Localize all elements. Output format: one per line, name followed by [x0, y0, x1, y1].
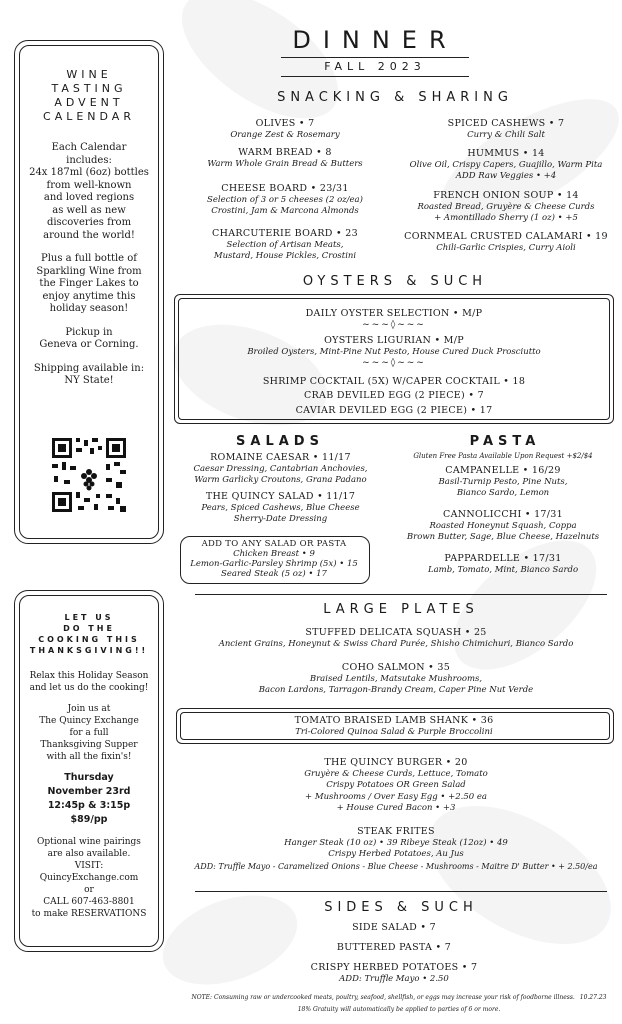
- thanksgiving-paragraph-3: Optional wine pairings are also available. VISIT: QuincyExchange.com or CALL 607-463-8801 to make RESERVATIONS: [20, 836, 158, 920]
- menu-item: TOMATO BRAISED LAMB SHANK • 36 Tri-Colored Quinoa Salad & Purple Broccolini: [294, 715, 494, 737]
- footer: [180, 992, 618, 1016]
- menu-item: ROMAINE CAESAR • 11/17 Caesar Dressing, Cantabrian Anchovies, Warm Garlicky Croutons, Grana Padano: [193, 452, 368, 485]
- section-salads: SALADS: [236, 434, 324, 449]
- menu-item: CAVIAR DEVILED EGG (2 PIECE) • 17: [295, 405, 493, 416]
- qr-code[interactable]: [50, 436, 128, 514]
- menu-item: THE QUINCY SALAD • 11/17 Pears, Spiced Cashews, Blue Cheese Sherry-Date Dressing: [201, 491, 360, 524]
- menu-item: CANNOLICCHI • 17/31 Roasted Honeynut Squash, Coppa Brown Butter, Sage, Blue Cheese, Hazelnuts: [406, 509, 600, 542]
- thanksgiving-paragraph-1: Relax this Holiday Season and let us do the cooking!: [29, 671, 149, 693]
- menu-item: COHO SALMON • 35 Braised Lentils, Matsutake Mushrooms, Bacon Lardons, Tarragon-Brandy Cream, Caper Pine Nut Verde: [258, 662, 534, 695]
- menu-item: OLIVES • 7 Orange Zest & Rosemary: [230, 118, 340, 140]
- menu-item: BUTTERED PASTA • 7: [336, 942, 452, 953]
- wine-paragraph-3: Pickup in Geneva or Corning.: [39, 326, 139, 350]
- menu-item: SPICED CASHEWS • 7 Curry & Chili Salt: [447, 118, 565, 140]
- thanksgiving-heading: LET US DO THE COOKING THIS THANKSGIVING!!: [29, 613, 149, 655]
- menu-item: CHEESE BOARD • 23/31 Selection of 3 or 5 cheeses (2 oz/ea) Crostini, Jam & Marcona Almonds: [207, 183, 363, 216]
- menu-item: OYSTERS LIGURIAN • M/P Broiled Oysters, Mint-Pine Nut Pesto, House Cured Duck Prosciutto ~~~◊~~~: [247, 335, 541, 368]
- menu-item: CRISPY HERBED POTATOES • 7 ADD: Truffle Mayo • 2.50: [310, 962, 478, 984]
- section-large-plates: LARGE PLATES: [323, 602, 479, 617]
- section-snacking: SNACKING & SHARING: [277, 90, 513, 105]
- thanksgiving-date: Thursday November 23rd 12:45p & 3:15p $89/pp: [47, 772, 131, 825]
- wine-advent-content: [20, 68, 158, 388]
- website-link[interactable]: QuincyExchange.com: [39, 873, 139, 883]
- footer-note: NOTE: Consuming raw or undercooked meats, poultry, seafood, shellfish, or eggs may increase your risk of foodborne illness.: [191, 994, 575, 1001]
- menu-item: THE QUINCY BURGER • 20 Gruyère & Cheese Curds, Lettuce, Tomato Crispy Potatoes OR Green Salad + Mushrooms / Over Easy Egg • +2.50 ea + House Cured Bacon • +3: [304, 757, 488, 813]
- section-oysters: OYSTERS & SUCH: [302, 274, 488, 289]
- menu-item: PAPPARDELLE • 17/31 Lamb, Tomato, Mint, Bianco Sardo: [427, 553, 579, 575]
- menu-subtitle: FALL 2023: [324, 60, 426, 73]
- phone-link[interactable]: CALL 607-463-8801: [43, 897, 135, 907]
- divider: [195, 891, 607, 892]
- thanksgiving-paragraph-2: Join us at The Quincy Exchange for a full Thanksgiving Supper with all the fixin's!: [39, 704, 139, 762]
- section-sides: SIDES & SUCH: [324, 900, 478, 915]
- thanksgiving-content: [20, 612, 158, 920]
- menu-item: HUMMUS • 14 Olive Oil, Crispy Capers, Guajillo, Warm Pita ADD Raw Veggies • +4: [409, 148, 603, 181]
- menu-item: FRENCH ONION SOUP • 14 Roasted Bread, Gruyère & Cheese Curds + Amontillado Sherry (1 oz) • +5: [417, 190, 595, 223]
- menu-item: STEAK FRITES Hanger Steak (10 oz) • 39 Ribeye Steak (12oz) • 49 Crispy Herbed Potatoes, Au Jus ADD: Truffle Mayo - Caramelized Onions - Blue Cheese - Mushrooms - Maitre D' Butter • + 2.50/ea: [194, 826, 598, 871]
- wine-heading: WINE TASTING ADVENT CALENDAR: [43, 68, 135, 123]
- wine-paragraph-1: Each Calendar includes: 24x 187ml (6oz) bottles from well-known and loved regions as well as new discoveries from around the world!: [29, 142, 149, 241]
- addon-content: ADD TO ANY SALAD OR PASTA Chicken Breast • 9 Lemon-Garlic-Parsley Shrimp (5x) • 15 Seared Steak (5 oz) • 17: [190, 539, 358, 579]
- menu-item: SIDE SALAD • 7: [352, 922, 436, 933]
- menu-item: WARM BREAD • 8 Warm Whole Grain Bread & Butters: [207, 147, 363, 169]
- wine-paragraph-4: Shipping available in: NY State!: [33, 362, 145, 386]
- menu-item: SHRIMP COCKTAIL (5X) W/CAPER COCKTAIL • 18: [262, 376, 526, 387]
- menu-item: CHARCUTERIE BOARD • 23 Selection of Artisan Meats, Mustard, House Pickles, Crostini: [212, 228, 358, 261]
- wine-paragraph-2: Plus a full bottle of Sparkling Wine from the Finger Lakes to enjoy anytime this holiday season!: [36, 253, 142, 314]
- footer-date: 10.27.23: [579, 994, 607, 1001]
- pasta-note: Gluten Free Pasta Available Upon Request +$2/$4: [413, 452, 593, 460]
- menu-item: CRAB DEVILED EGG (2 PIECE) • 7: [304, 390, 484, 401]
- menu-title: DINNER: [292, 26, 458, 54]
- section-pasta: PASTA: [469, 434, 541, 449]
- menu-item: STUFFED DELICATA SQUASH • 25 Ancient Grains, Honeynut & Swiss Chard Purée, Shisho Chimichuri, Bianco Sardo: [218, 627, 574, 649]
- menu-header: [275, 26, 475, 77]
- footer-gratuity: 18% Gratuity will automatically be applied to parties of 6 or more.: [297, 1006, 501, 1013]
- divider: [195, 594, 607, 595]
- menu-item: CORNMEAL CRUSTED CALAMARI • 19 Chili-Garlic Crispies, Curry Aioli: [404, 231, 608, 253]
- menu-item: DAILY OYSTER SELECTION • M/P ~~~◊~~~: [305, 308, 483, 330]
- menu-item: CAMPANELLE • 16/29 Basil-Turnip Pesto, Pine Nuts, Bianco Sardo, Lemon: [438, 465, 568, 498]
